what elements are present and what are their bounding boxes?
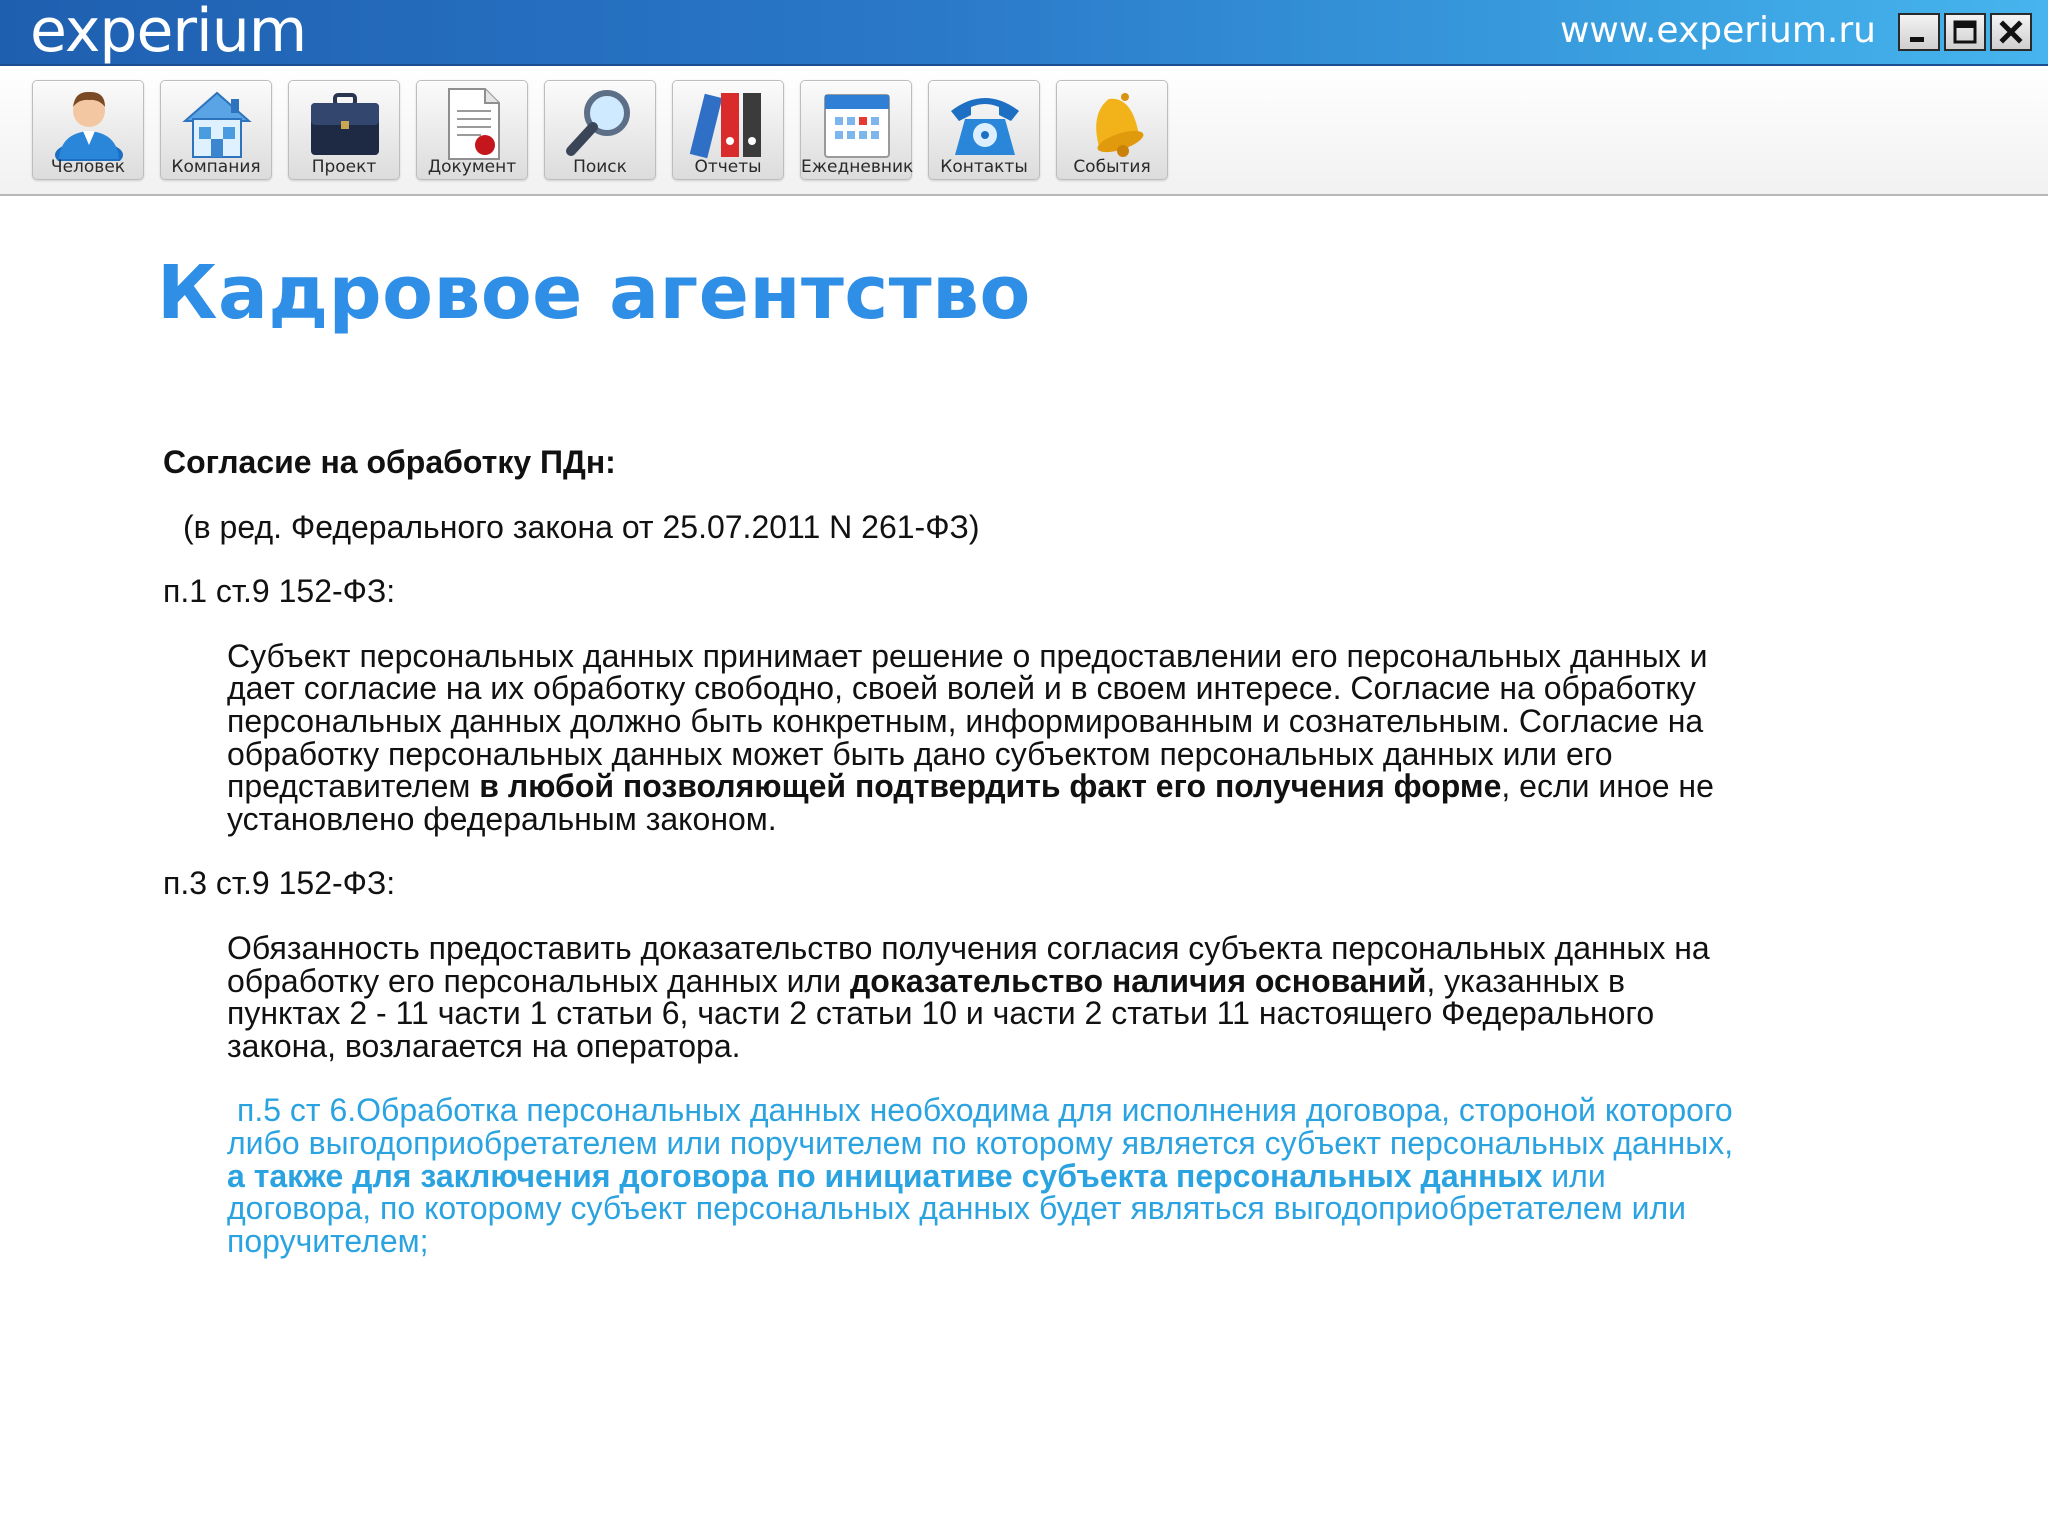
- toolbar-label: Человек: [50, 157, 126, 177]
- document-icon: [433, 85, 513, 161]
- clause-1-text-b: , если иное не установлено федеральным законом.: [227, 768, 1714, 837]
- toolbar-label: Отчеты: [694, 157, 762, 177]
- binders-icon: [689, 85, 769, 161]
- toolbar-project-button[interactable]: [288, 80, 400, 180]
- clause-3-text-bold: доказательство наличия оснований: [849, 962, 1427, 999]
- house-icon: [177, 85, 257, 161]
- toolbar-label: Контакты: [940, 157, 1028, 177]
- toolbar-contacts-button[interactable]: [928, 80, 1040, 180]
- toolbar-planner-button[interactable]: [800, 80, 912, 180]
- close-button[interactable]: [1990, 13, 2032, 51]
- toolbar-label: Поиск: [573, 157, 627, 177]
- bell-icon: [1073, 85, 1153, 161]
- toolbar-company-button[interactable]: [160, 80, 272, 180]
- toolbar-label: События: [1073, 157, 1151, 177]
- toolbar-label: Документ: [427, 157, 517, 177]
- toolbar-label: Компания: [171, 157, 261, 177]
- clause-1-text: [227, 637, 1737, 837]
- site-url[interactable]: www.experium.ru: [1559, 10, 1876, 51]
- clause-3-label: п.3 ст.9 152-ФЗ:: [163, 865, 396, 902]
- briefcase-icon: [305, 85, 385, 161]
- clause-1-text-bold: в любой позволяющей подтвердить факт его получения форме: [479, 768, 1502, 805]
- document-body: [163, 444, 1734, 1259]
- clause-5-text: [227, 1094, 1737, 1257]
- clause-5-text-b: или договора, по которому субъект персональных данных будет являться выгодоприобретателем или поручителем;: [227, 1157, 1686, 1259]
- magnifier-icon: [561, 85, 641, 161]
- clause-5-text-bold: а также для заключения договора по инициативе субъекта персональных данных: [227, 1157, 1543, 1194]
- toolbar-document-button[interactable]: [416, 80, 528, 180]
- page-title: Кадровое агентство: [157, 250, 1031, 336]
- toolbar-label: Ежедневник: [801, 157, 914, 177]
- edition-note: (в ред. Федерального закона от 25.07.2011 N 261-ФЗ): [183, 508, 980, 545]
- toolbar-label: Проект: [311, 157, 377, 177]
- title-bar: [0, 0, 2048, 66]
- clause-5-text-a: п.5 ст 6.Обработка персональных данных необходима для исполнения договора, стороной которого либо выгодоприобретателем или поручителем по которому является субъект персональных данных,: [227, 1092, 1734, 1161]
- toolbar-reports-button[interactable]: [672, 80, 784, 180]
- toolbar-events-button[interactable]: [1056, 80, 1168, 180]
- window-controls: [1898, 13, 2032, 51]
- person-icon: [49, 85, 129, 161]
- clause-3-text-b: , указанных в пунктах 2 - 11 части 1 статьи 6, части 2 статьи 10 и части 2 статьи 11 настоящего Федерального закона, возлагается на оператора.: [227, 962, 1655, 1064]
- maximize-icon: [1952, 19, 1978, 45]
- toolbar-person-button[interactable]: [32, 80, 144, 180]
- experium-logo: experium: [30, 0, 307, 66]
- calendar-icon: [817, 85, 897, 161]
- clause-3-text-a: Обязанность предоставить доказательство получения согласия субъекта персональных данных на обработку его персональных данных или: [227, 929, 1710, 999]
- clause-1-text-a: Субъект персональных данных принимает решение о предоставлении его персональных данных и дает согласие на их обработку свободно, своей волей и в своем интересе. Согласие на обработку персональных данных должно быть конкретным, информированным и сознательным. Согласие на обработку персональных данных может быть дано субъектом персональных данных или его представителем: [227, 637, 1708, 805]
- clause-1-label: п.1 ст.9 152-ФЗ:: [163, 573, 396, 610]
- section-heading: Согласие на обработку ПДн:: [163, 444, 616, 480]
- toolbar-search-button[interactable]: [544, 80, 656, 180]
- maximize-button[interactable]: [1944, 13, 1986, 51]
- minimize-icon: [1907, 20, 1931, 44]
- clause-3-text: [227, 929, 1737, 1064]
- telephone-icon: [945, 85, 1025, 161]
- main-toolbar: [0, 66, 2048, 196]
- close-icon: [1999, 20, 2023, 44]
- minimize-button[interactable]: [1898, 13, 1940, 51]
